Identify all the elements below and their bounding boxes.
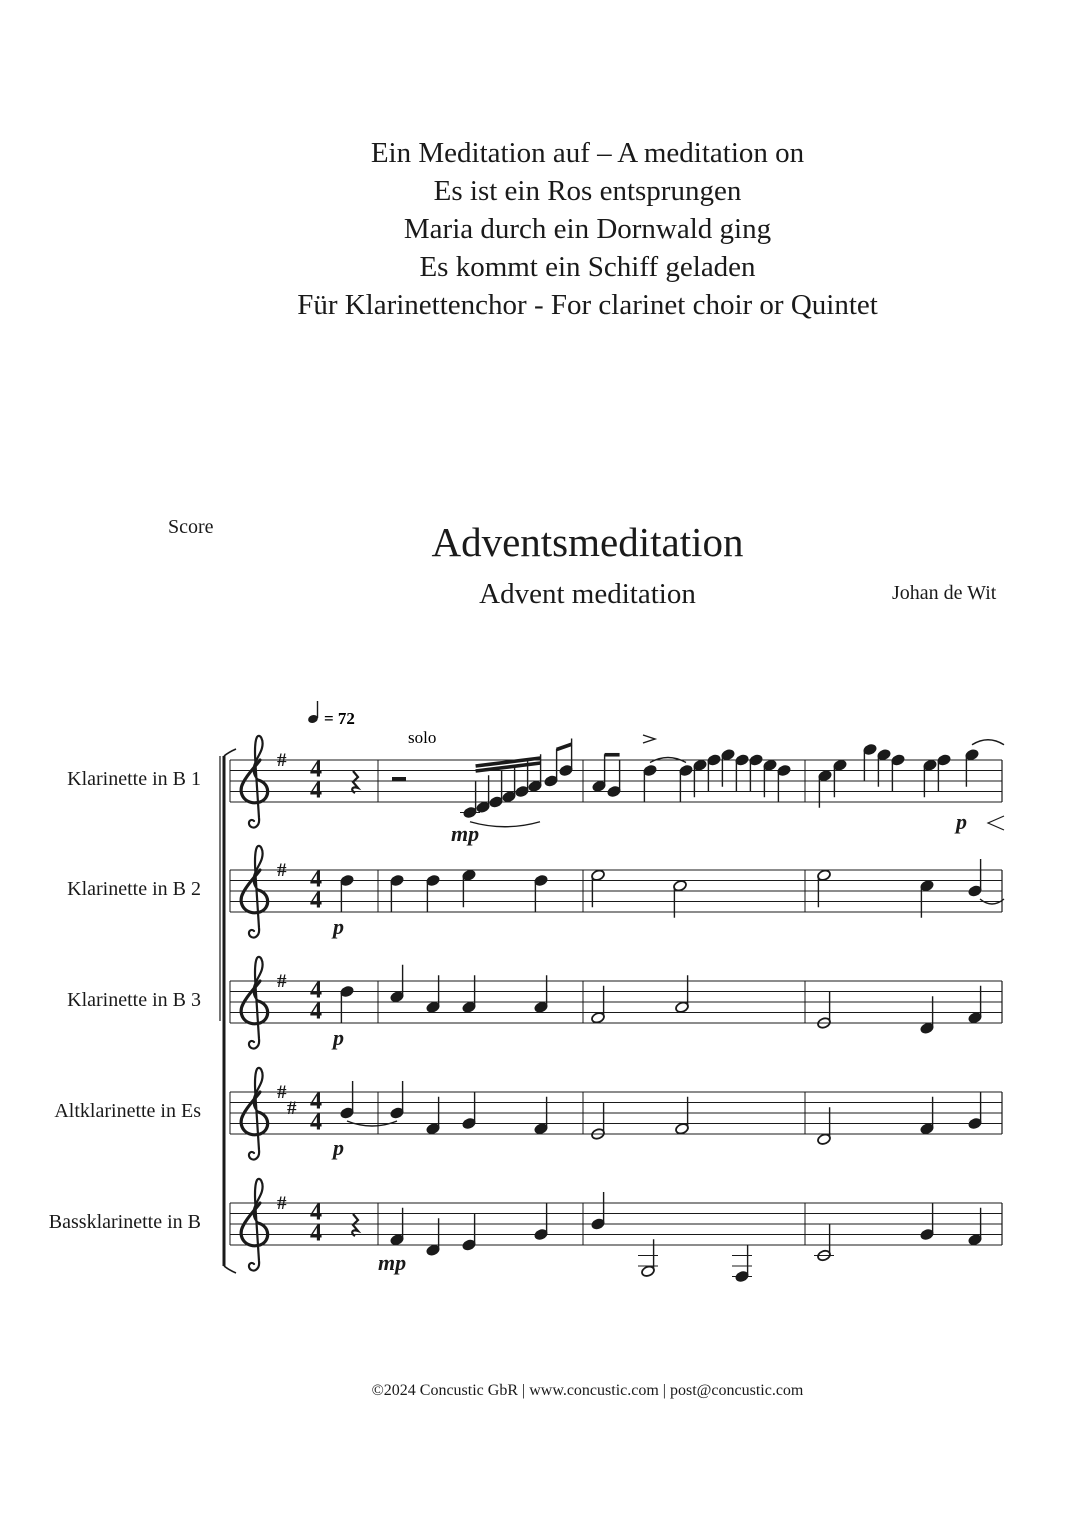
instrument-name-alto-clarinet: Altklarinette in Es	[54, 1100, 201, 1122]
dynamic-p-clarinet-2: p	[333, 914, 344, 939]
note	[390, 874, 405, 912]
note	[937, 754, 952, 792]
intro-line-3: Maria durch ein Dornwald ging	[403, 213, 772, 245]
piece-title: Adventsmeditation	[431, 519, 744, 565]
note	[817, 991, 832, 1029]
note	[735, 754, 750, 792]
time-signature-denominator: 4	[310, 887, 322, 914]
note	[968, 1092, 983, 1130]
note	[749, 754, 764, 792]
time-signature-numerator: 4	[310, 756, 322, 783]
sharp-icon: #	[277, 971, 287, 992]
intro-line-1: Ein Meditation auf – A meditation on	[370, 137, 805, 169]
staff-3	[230, 957, 1002, 1049]
dynamic-p-clarinet-1: p	[956, 809, 967, 834]
sharp-icon: #	[277, 1193, 287, 1214]
rest-icon	[352, 771, 358, 793]
half-rest	[392, 777, 406, 782]
dynamic-mp-bass-clarinet: mp	[378, 1250, 407, 1275]
dynamic-mp-clarinet-1: mp	[451, 821, 480, 846]
note	[920, 1203, 935, 1241]
rest-icon	[352, 1214, 358, 1236]
note	[591, 1102, 606, 1140]
time-signature-denominator: 4	[310, 1109, 322, 1136]
tempo-text: = 72	[324, 709, 355, 728]
note	[707, 754, 722, 792]
note	[463, 781, 478, 819]
dynamic-p-alto-clarinet: p	[333, 1135, 344, 1160]
note	[735, 1245, 750, 1283]
score-label: Score	[168, 516, 214, 538]
sharp-icon: #	[277, 750, 287, 771]
note	[534, 874, 549, 912]
instrument-name-clarinet-1: Klarinette in B 1	[67, 768, 201, 790]
note	[777, 764, 792, 802]
note	[817, 1224, 832, 1262]
time-signature-denominator: 4	[310, 1220, 322, 1247]
time-signature-numerator: 4	[310, 1088, 322, 1115]
treble-clef-icon	[241, 846, 268, 938]
note	[607, 760, 622, 798]
intro-line-2: Es ist ein Ros entsprungen	[433, 175, 742, 207]
composer-name: Johan de Wit	[892, 582, 997, 604]
copyright-footer: ©2024 Concustic GbR | www.concustic.com | post@concustic.com	[371, 1382, 804, 1399]
note	[591, 1192, 606, 1230]
note	[489, 770, 504, 808]
time-signature-numerator: 4	[310, 1199, 322, 1226]
sharp-icon: #	[277, 860, 287, 881]
dynamic-p-clarinet-3: p	[333, 1025, 344, 1050]
solo-marking: solo	[408, 728, 437, 747]
intro-line-5: Für Klarinettenchor - For clarinet choir or Quintet	[297, 289, 878, 321]
crescendo-hairpin	[988, 816, 1004, 830]
note	[390, 965, 405, 1003]
note	[968, 859, 983, 897]
treble-clef-icon	[241, 1068, 268, 1160]
note	[643, 764, 658, 802]
note	[863, 743, 878, 781]
note	[390, 1081, 405, 1119]
instrument-name-clarinet-2: Klarinette in B 2	[67, 878, 201, 900]
time-signature-numerator: 4	[310, 866, 322, 893]
instrument-name-bass-clarinet: Bassklarinette in B	[48, 1211, 201, 1233]
staff-2	[230, 846, 1002, 938]
staff-5	[230, 1179, 1002, 1271]
note	[462, 1092, 477, 1130]
tempo-marking	[307, 701, 355, 728]
note	[426, 874, 441, 912]
note	[544, 749, 559, 787]
note	[679, 764, 694, 802]
note	[340, 1081, 355, 1119]
time-signature-denominator: 4	[310, 998, 322, 1025]
piece-subtitle: Advent meditation	[479, 578, 696, 610]
time-signature-denominator: 4	[310, 777, 322, 804]
note	[891, 754, 906, 792]
note	[340, 874, 355, 912]
instrument-name-clarinet-3: Klarinette in B 3	[67, 989, 201, 1011]
note	[462, 1213, 477, 1251]
intro-line-4: Es kommt ein Schiff geladen	[419, 251, 756, 283]
time-signature-numerator: 4	[310, 977, 322, 1004]
sharp-icon: #	[277, 1082, 287, 1103]
treble-clef-icon	[241, 957, 268, 1049]
note	[534, 1203, 549, 1241]
treble-clef-icon	[241, 1179, 268, 1271]
sharp-icon: #	[287, 1097, 297, 1119]
note	[340, 985, 355, 1023]
treble-clef-icon	[241, 736, 268, 828]
